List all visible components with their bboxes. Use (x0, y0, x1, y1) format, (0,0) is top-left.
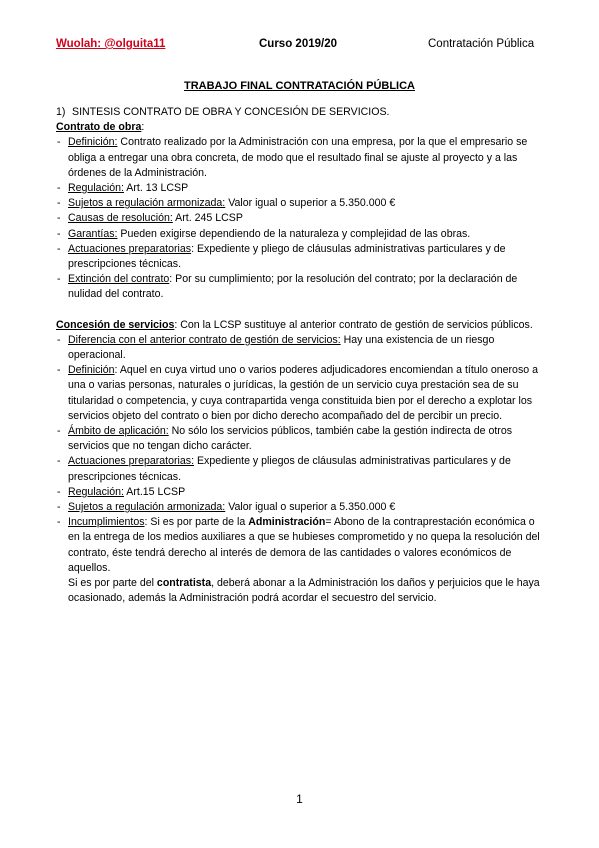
item-label: Regulación: (68, 182, 124, 195)
obra-heading-colon: : (141, 121, 145, 134)
document-title: TRABAJO FINAL CONTRATACIÓN PÚBLICA (184, 80, 415, 92)
item-text: Valor igual o superior a 5.350.000 € (225, 501, 396, 514)
concesion-heading-label: Concesión de servicios (56, 318, 175, 331)
item-text: Pueden exigirse dependiendo de la naturaleza y complejidad de las obras. (117, 227, 471, 240)
item-text-bold: contratista (156, 577, 212, 590)
item-label: Extinción del contrato (68, 273, 170, 286)
list-item (56, 135, 546, 181)
page-number: 1 (296, 792, 303, 806)
item-label: Sujetos a regulación armonizada: (68, 501, 226, 514)
obra-heading-label: Contrato de obra (56, 121, 142, 134)
list-item (56, 454, 546, 484)
list-item (56, 272, 546, 302)
list-item-incumplimientos (56, 515, 546, 606)
list-item (56, 227, 546, 242)
item-label: Sujetos a regulación armonizada: (68, 197, 226, 210)
item-text: Si es por parte del (68, 577, 157, 590)
item-label: Definición: (68, 136, 118, 149)
list-item (56, 424, 546, 454)
item-label: Ámbito de aplicación: (68, 425, 169, 438)
list-item (56, 333, 546, 363)
concesion-list (56, 333, 546, 607)
list-item (56, 211, 546, 226)
header-subject: Contratación Pública (428, 38, 535, 50)
item-text: Art. 13 LCSP (123, 182, 189, 195)
item-text: : Por su cumplimiento; por la resolución del contrato; por la declaración de nulidad del contrato. (68, 273, 518, 301)
list-item (56, 500, 546, 515)
section-heading (56, 105, 546, 120)
item-text: : Expediente y pliego de cláusulas administrativas particulares y de prescripciones técnicas. (68, 242, 506, 271)
list-item (56, 181, 546, 196)
item-text: Expediente y pliegos de cláusulas administrativas particulares y de prescripciones técnicas. (68, 455, 511, 483)
section-number: 1) (56, 106, 66, 118)
header-course: Curso 2019/20 (259, 38, 337, 50)
obra-heading (56, 120, 546, 135)
item-text: No sólo los servicios públicos, también cabe la gestión indirecta de otros servicios que no tengan dicho carácter. (68, 425, 513, 453)
obra-list (56, 135, 546, 302)
item-text-bold: Administración (248, 516, 326, 529)
item-text: Contrato realizado por la Administración con una empresa, por la que el empresario se obliga a entregar una obra concreta, de modo que el resultado final se ajuste al proyecto y a las órdenes de la Administración. (68, 136, 528, 179)
item-text: : Si es por parte de la (144, 516, 249, 529)
item-label: Garantías: (68, 227, 118, 240)
list-item (56, 196, 546, 211)
item-label: Actuaciones preparatorias: (68, 455, 195, 468)
list-item (56, 485, 546, 500)
item-text: Art. 245 LCSP (172, 212, 243, 225)
item-label: Causas de resolución: (68, 212, 173, 225)
item-text: Art.15 LCSP (123, 485, 186, 498)
item-label: Regulación: (68, 485, 124, 498)
item-label: Definición (68, 364, 115, 377)
item-text: = Abono de la contraprestación económica o en la entrega de los medios auxiliares a que se hubieses comprometido y no quepa la resolución del contrato, éste tendrá derecho al interés de demora de las cantidades o valores económicos de aquellos. (68, 516, 540, 574)
item-text: Hay una existencia de un riesgo operacional. (68, 333, 495, 362)
list-item (56, 363, 546, 424)
header-author[interactable]: Wuolah: @olguita11 (56, 38, 166, 50)
item-text: Valor igual o superior a 5.350.000 € (225, 197, 396, 210)
item-text: , deberá abonar a la Administración los daños y perjuicios que le haya ocasionado, además la Administración podrá acordar el secuestro del servicio. (68, 577, 540, 605)
spacer (56, 303, 546, 318)
item-label: Actuaciones preparatorias (68, 242, 192, 255)
item-label: Diferencia con el anterior contrato de gestión de servicios: (68, 333, 341, 346)
document-body (56, 105, 546, 607)
concesion-heading (56, 318, 546, 333)
concesion-intro: : Con la LCSP sustituye al anterior contrato de gestión de servicios públicos. (174, 318, 533, 331)
section-title: SINTESIS CONTRATO DE OBRA Y CONCESIÓN DE SERVICIOS. (72, 106, 390, 118)
item-text: : Aquel en cuya virtud uno o varios poderes adjudicadores encomiendan a título oneroso a una o varias personas, naturales o jurídicas, la gestión de un servicio cuya prestación sea de su titularidad o competencia, y cuya contrapartida venga constituida bien por el derecho a explotar los servicios objeto del contrato o bien por dicho derecho acompañado del de percibir un precio. (68, 364, 538, 422)
sub-paragraph (68, 576, 546, 606)
list-item (56, 242, 546, 272)
item-label: Incumplimientos (68, 516, 145, 529)
